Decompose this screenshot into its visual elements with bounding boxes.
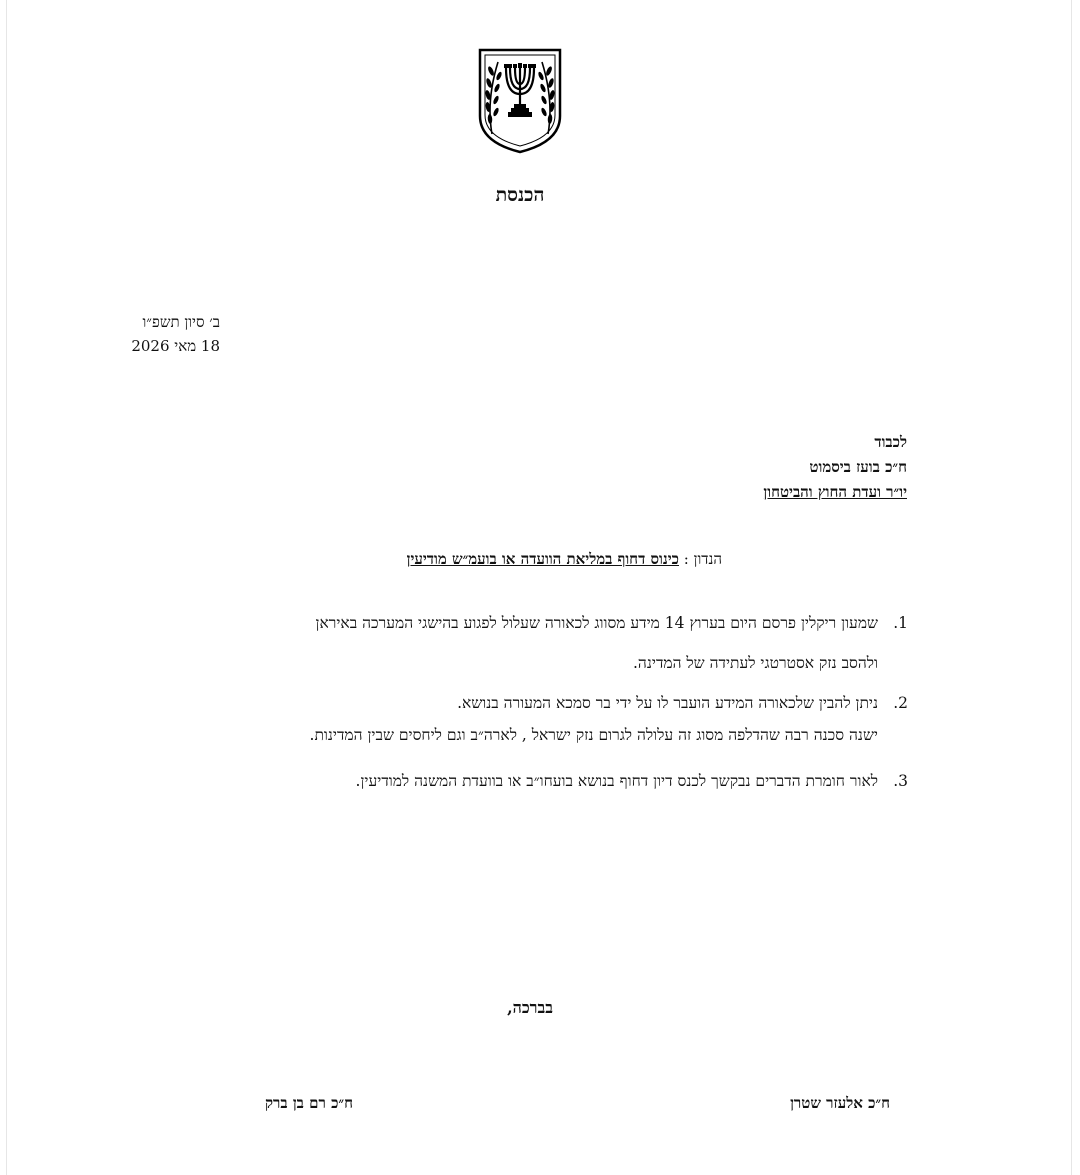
numbered-list <box>148 603 908 797</box>
list-item-number: 1. <box>893 614 908 632</box>
recipient-name: ח״כ בועז ביסמוט <box>809 458 907 476</box>
signature-left: ח״כ רם בן ברק <box>265 1094 353 1112</box>
list-item-text: לאור חומרת הדברים נבקשך לכנס דיון דחוף בנושא בועחו״ב או בוועדת המשנה למודיעין. <box>355 772 878 790</box>
subject-value: כינוס דחוף במליאת הוועדה או בועמ״ש מודיעין <box>406 550 680 568</box>
list-item <box>148 603 908 683</box>
state-emblem-icon <box>476 46 564 154</box>
date-block <box>90 310 220 358</box>
closing-greeting: בברכה, <box>507 998 553 1017</box>
recipient-salutation: לכבוד <box>874 433 907 451</box>
list-item-number: 2. <box>893 694 908 712</box>
gregorian-date: 18 מאי 2026 <box>131 337 220 355</box>
list-item-text: שמעון ריקלין פרסם היום בערוץ 14 מידע מסווג לכאורה שעלול לפגוע בהישגי המערכה באיראן <box>315 614 878 632</box>
recipient-block <box>507 430 907 505</box>
signature-right: ח״כ אלעזר שטרן <box>790 1094 890 1112</box>
list-item-text: ניתן להבין שלכאורה המידע הועבר לו על ידי בר סמכא המעורה בנושא. <box>457 694 878 712</box>
list-item <box>148 687 908 751</box>
list-item <box>148 765 908 797</box>
institution-title: הכנסת <box>495 184 545 206</box>
list-item-number: 3. <box>893 772 908 790</box>
subject-line <box>222 550 722 569</box>
recipient-role: יו״ר ועדת החוץ והביטחון <box>763 483 907 501</box>
subject-label: הנדון : <box>683 550 722 568</box>
hebrew-date: ב׳ סיון תשפ״ו <box>142 313 220 331</box>
list-item-text: ולהסב נזק אסטרטגי לעתידה של המדינה. <box>633 654 878 672</box>
list-item-text: ישנה סכנה רבה שהדלפה מסוג זה עלולה לגרום נזק ישראל , לארה״ב וגם ליחסים שבין המדינות. <box>309 726 878 744</box>
